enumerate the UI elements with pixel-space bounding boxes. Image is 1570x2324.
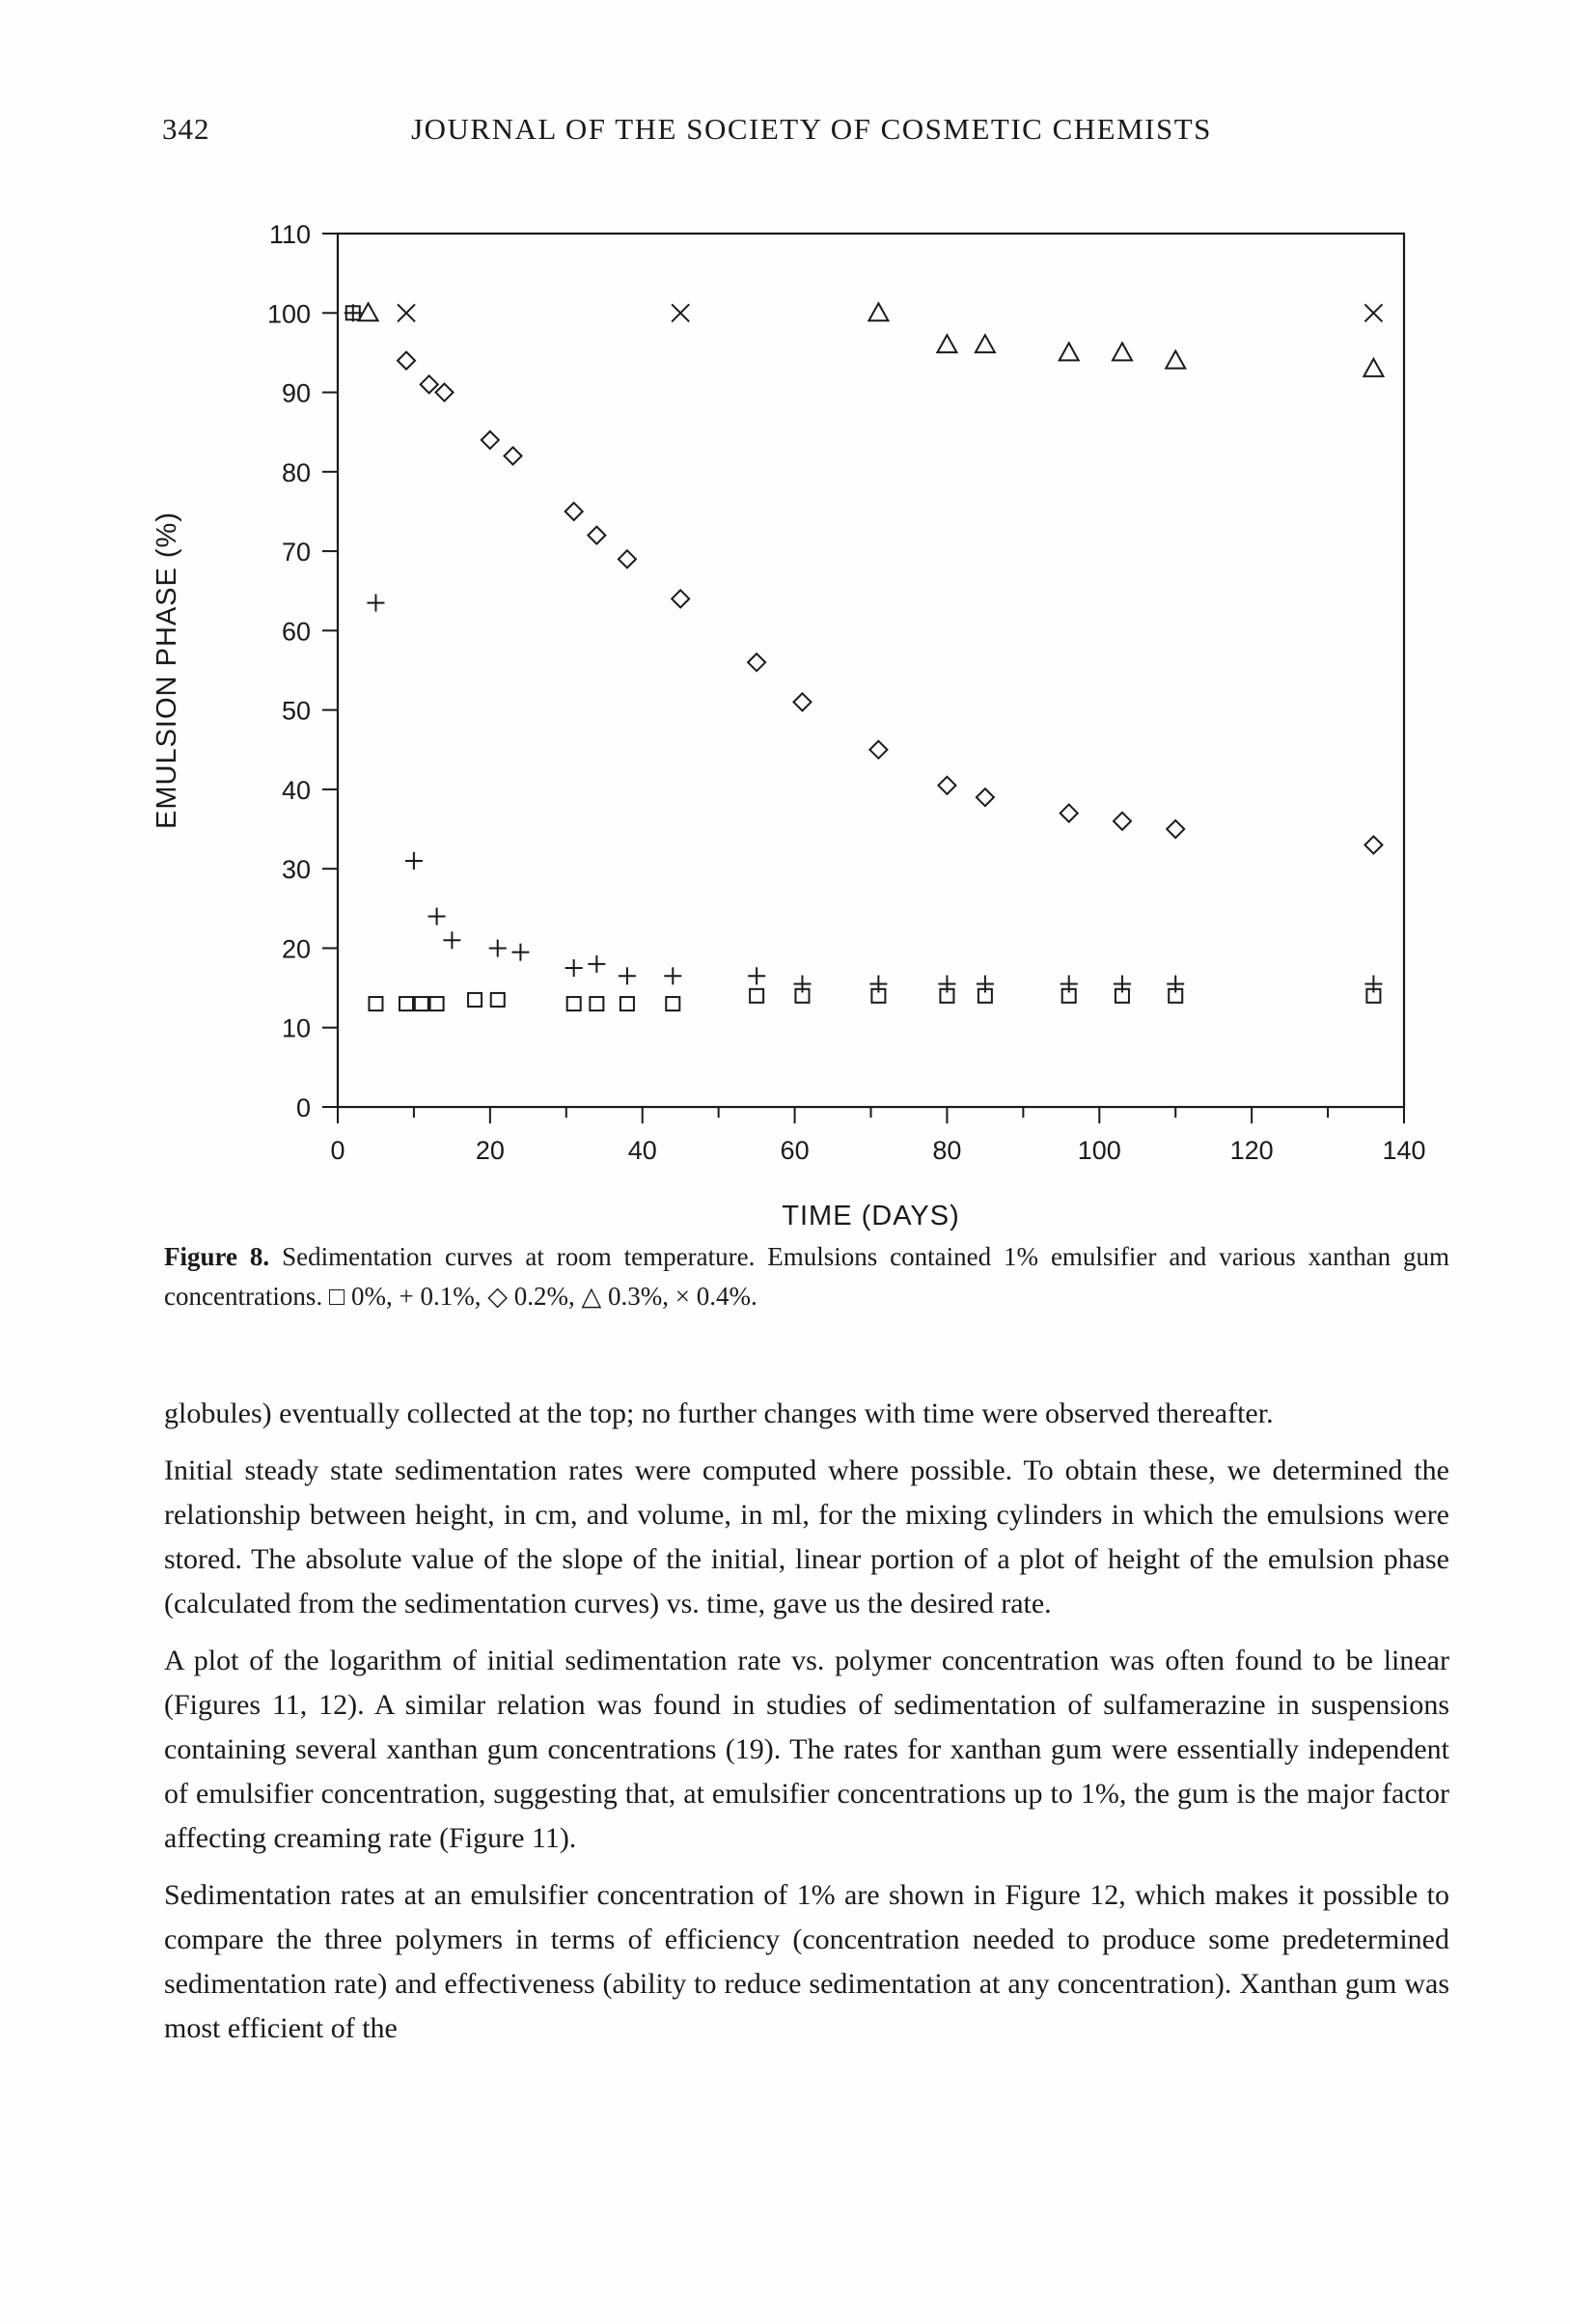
paragraph: globules) eventually collected at the top; no further changes with time were observed thereafter.	[164, 1397, 1274, 1429]
svg-text:EMULSION PHASE (%): EMULSION PHASE (%)	[151, 512, 182, 829]
figure-caption-label: Figure 8.	[164, 1242, 270, 1271]
page-number: 342	[162, 112, 210, 146]
svg-text:100: 100	[266, 299, 311, 329]
svg-text:30: 30	[281, 855, 311, 885]
svg-text:50: 50	[281, 696, 311, 726]
svg-text:110: 110	[268, 220, 311, 249]
paragraph: A plot of the logarithm of initial sedimentation rate vs. polymer concentration was often found to be linear (Figures 11, 12). A similar relation was found in studies of sedimentation of sulfamerazine in suspensions containing several xanthan gum concentrations (19). The rates for xanthan gum were essentially independent of emulsifier concentration, suggesting that, at emulsifier concentrations up to 1%, the gum is the major factor affecting creaming rate (Figure 11).	[164, 1645, 1449, 1854]
svg-text:40: 40	[627, 1136, 657, 1165]
body-text	[164, 1392, 1449, 2063]
sedimentation-chart	[116, 205, 1525, 1266]
journal-title: JOURNAL OF THE SOCIETY OF COSMETIC CHEMISTS	[411, 112, 1212, 146]
svg-text:80: 80	[932, 1136, 962, 1165]
svg-text:70: 70	[281, 538, 311, 567]
svg-text:0: 0	[330, 1136, 345, 1165]
svg-text:10: 10	[281, 1013, 311, 1043]
figure-8-chart-area	[116, 205, 1525, 1266]
svg-text:40: 40	[281, 775, 311, 805]
figure-caption-text: Sedimentation curves at room temperature. Emulsions contained 1% emulsifier and various xanthan gum concentrations.	[164, 1242, 1449, 1311]
svg-text:20: 20	[475, 1136, 505, 1165]
svg-text:120: 120	[1229, 1136, 1274, 1165]
paragraph: Initial steady state sedimentation rates were computed where possible. To obtain these, we determined the relationship between height, in cm, and volume, in ml, for the mixing cylinders in which the emulsions were stored. The absolute value of the slope of the initial, linear portion of a plot of height of the emulsion phase (calculated from the sedimentation curves) vs. time, gave us the desired rate.	[164, 1454, 1449, 1619]
svg-text:60: 60	[281, 617, 311, 647]
svg-text:TIME (DAYS): TIME (DAYS)	[782, 1201, 960, 1231]
figure-caption-legend: □ 0%, + 0.1%, ◇ 0.2%, △ 0.3%, × 0.4%.	[328, 1282, 757, 1311]
svg-text:90: 90	[281, 378, 311, 408]
svg-text:0: 0	[295, 1093, 311, 1122]
figure-caption	[164, 1237, 1449, 1316]
svg-text:80: 80	[281, 457, 311, 487]
paragraph: Sedimentation rates at an emulsifier concentration of 1% are shown in Figure 12, which makes it possible to compare the three polymers in terms of efficiency (concentration needed to produce some predetermined sedimentation rate) and effectiveness (ability to reduce sedimentation at any concentration). Xanthan gum was most efficient of the	[164, 1879, 1449, 2044]
svg-text:100: 100	[1077, 1136, 1121, 1165]
svg-text:140: 140	[1382, 1136, 1426, 1165]
svg-text:60: 60	[780, 1136, 810, 1165]
svg-text:20: 20	[281, 934, 311, 964]
